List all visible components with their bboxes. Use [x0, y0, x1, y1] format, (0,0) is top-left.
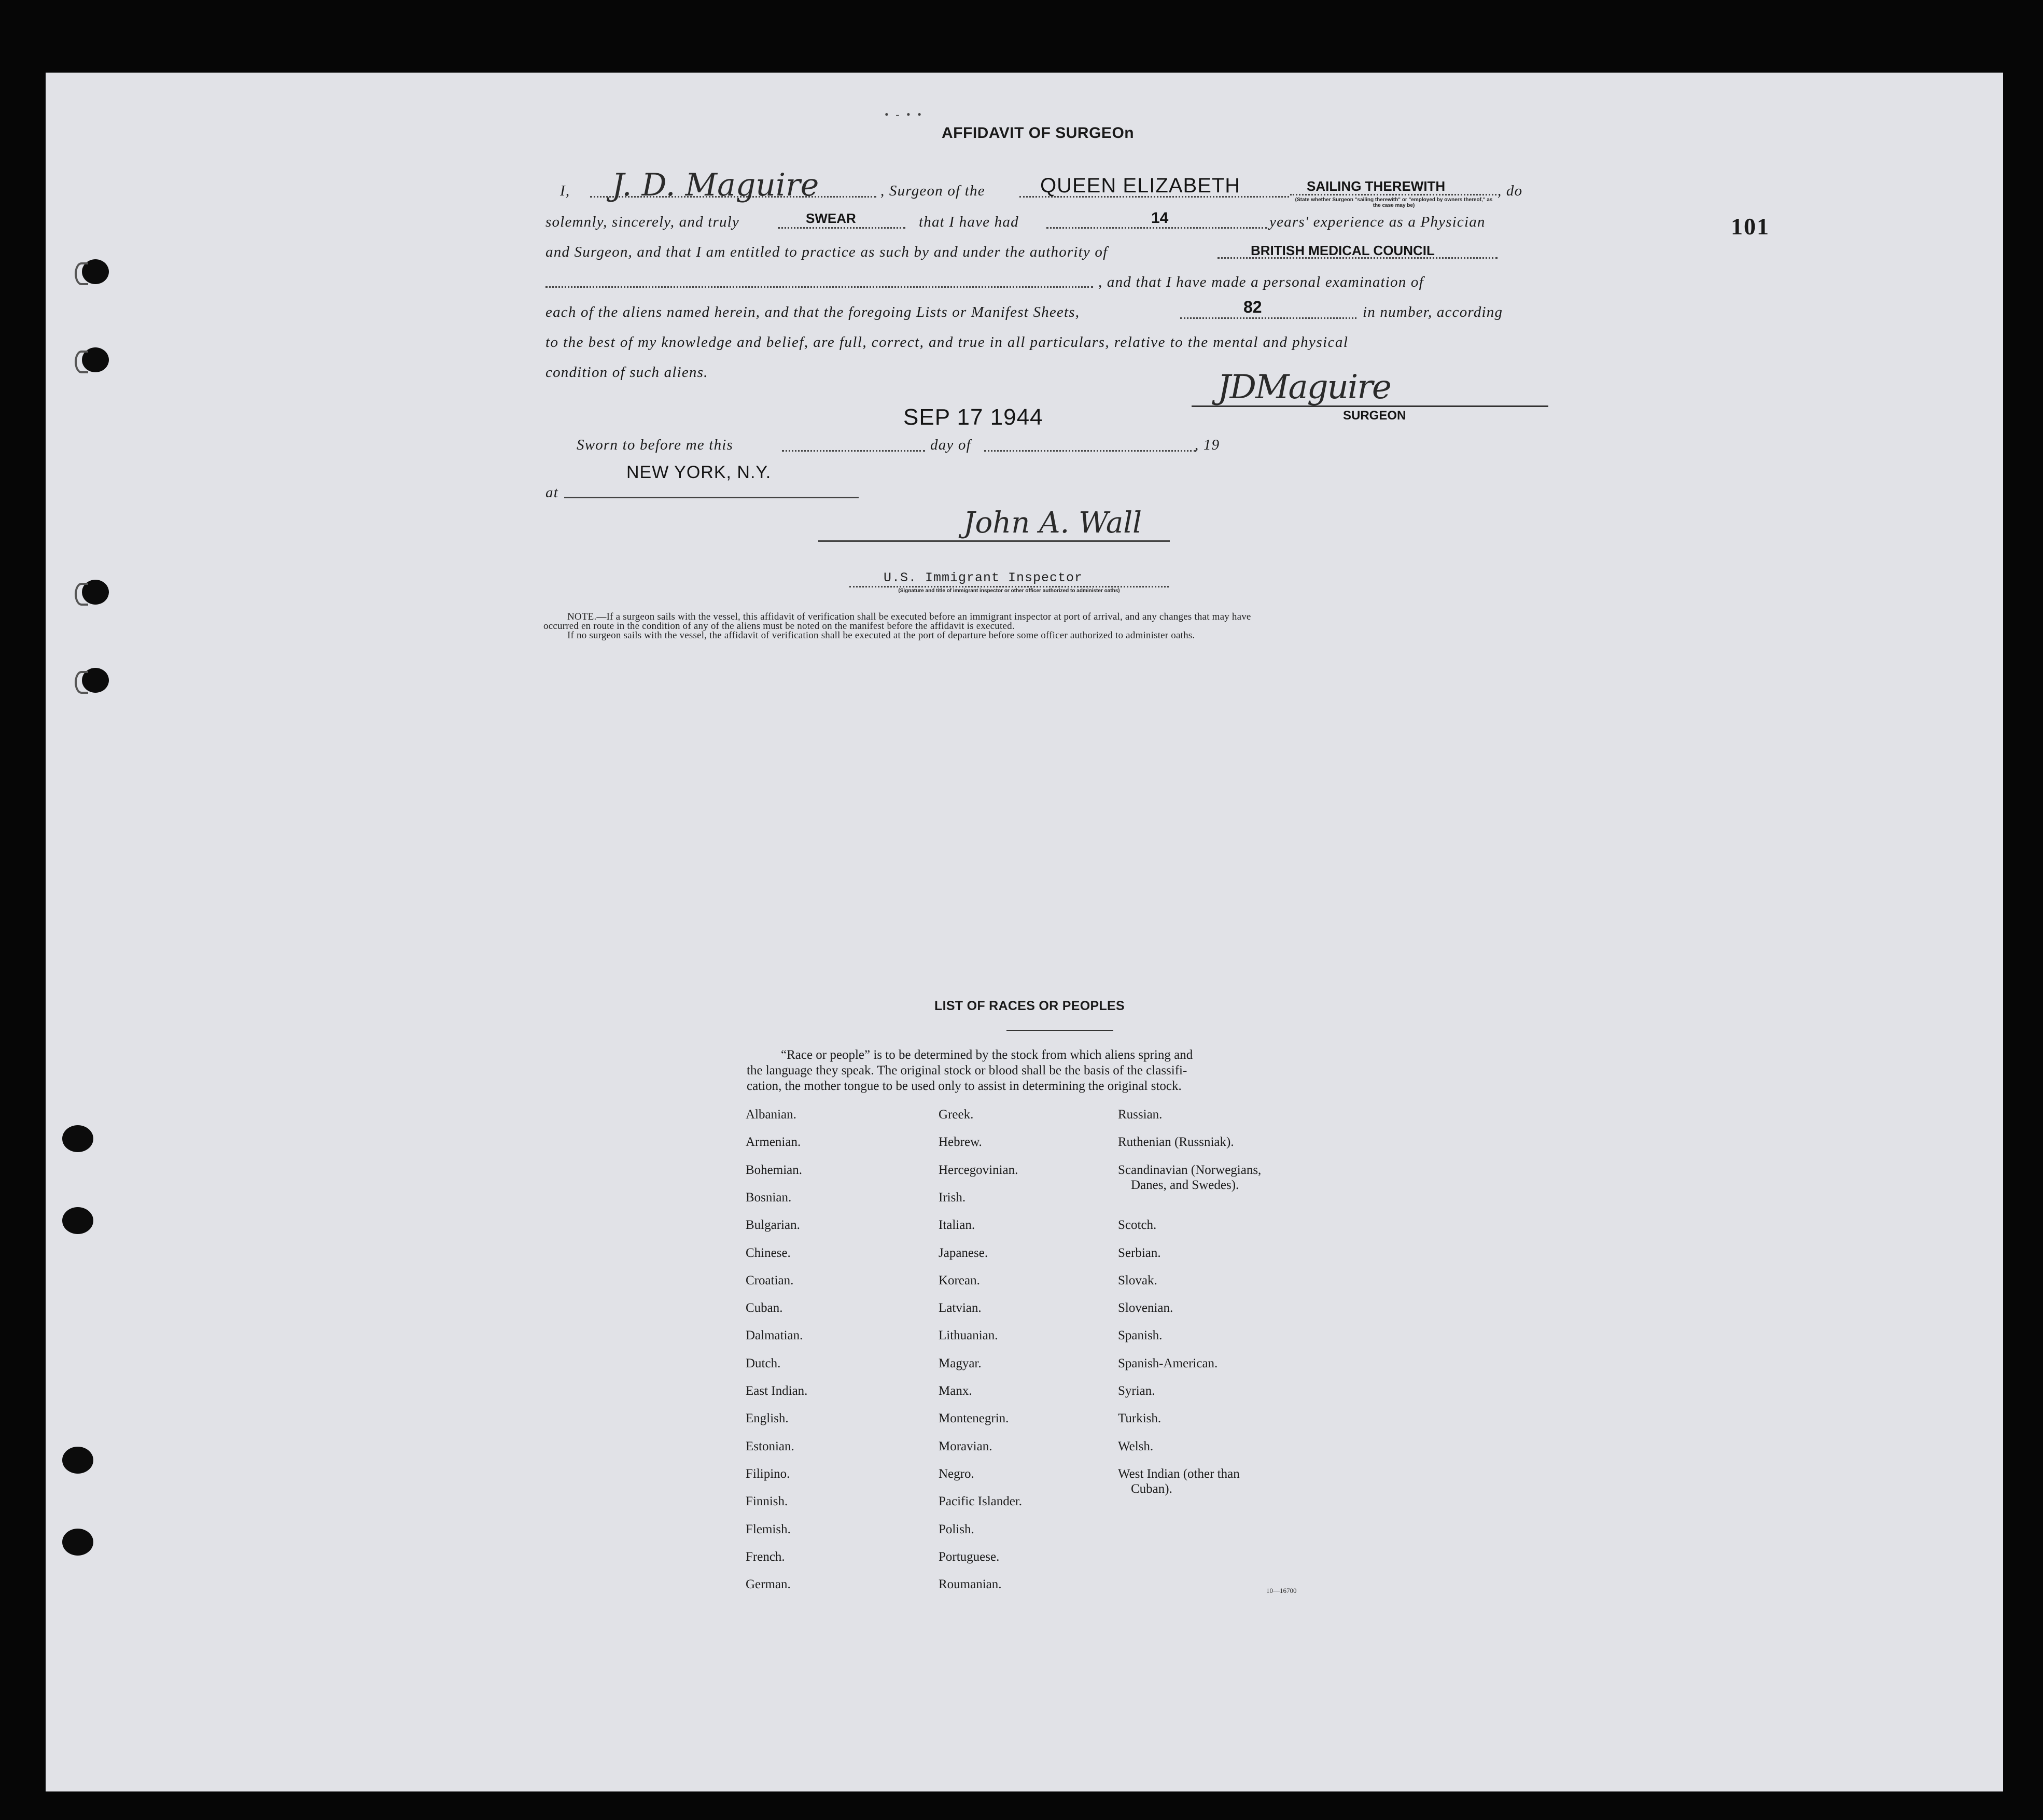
race-item: Japanese. — [939, 1245, 988, 1260]
race-item: Slovak. — [1118, 1273, 1157, 1287]
status-instruction: (State whether Surgeon "sailing therewith" or "employed by owners thereof," as the case may be) — [1295, 197, 1493, 208]
race-item: German. — [746, 1577, 791, 1592]
punch-hole — [62, 1207, 93, 1234]
race-item: Serbian. — [1118, 1245, 1161, 1260]
do-label: , do — [1498, 183, 1523, 199]
swear-blank — [778, 227, 905, 229]
note-line-3: If no surgeon sails with the vessel, the affidavit of verification shall be executed at the port of departure before some officer authorized to administer oaths. — [567, 630, 1195, 641]
examination-label: , and that I have made a personal examination of — [1098, 274, 1424, 290]
at-label: at — [545, 484, 558, 501]
date-stamp: SEP 17 1944 — [903, 404, 1043, 430]
inspector-title-blank — [849, 586, 1169, 587]
race-item: English. — [746, 1411, 789, 1426]
place-line — [564, 497, 859, 498]
intro-line: the language they speak. The original stock or blood shall be the basis of the classifi- — [747, 1063, 1187, 1077]
race-item: Negro. — [939, 1466, 974, 1481]
race-item: Syrian. — [1118, 1384, 1155, 1398]
race-item: Filipino. — [746, 1466, 790, 1481]
races-title: LIST OF RACES OR PEOPLES — [934, 999, 1125, 1013]
race-item: Spanish. — [1118, 1328, 1163, 1343]
form-number: 10—16700 — [1266, 1587, 1297, 1594]
race-item: Magyar. — [939, 1356, 982, 1370]
race-item: Lithuanian. — [939, 1328, 998, 1343]
authority-stamp: BRITISH MEDICAL COUNCIL — [1251, 243, 1435, 258]
race-item: West Indian (other than Cuban). — [1118, 1466, 1240, 1496]
race-item: Scandinavian (Norwegians, Danes, and Swedes). — [1118, 1163, 1262, 1192]
race-item: Flemish. — [746, 1522, 791, 1536]
race-item: Armenian. — [746, 1135, 801, 1150]
race-item: Latvian. — [939, 1301, 982, 1315]
race-item: French. — [746, 1549, 785, 1564]
status-stamp: SAILING THEREWITH — [1307, 178, 1446, 194]
condition-clause: condition of such aliens. — [545, 364, 708, 381]
inspector-caption: (Signature and title of immigrant inspector or other officer authorized to administer oaths) — [898, 588, 1120, 594]
race-item: Estonian. — [746, 1439, 794, 1453]
race-item: Russian. — [1118, 1108, 1163, 1122]
years-experience-label: years' experience as a Physician — [1269, 214, 1486, 230]
race-item: Pacific Islander. — [939, 1494, 1023, 1509]
surgeon-label: SURGEON — [1343, 409, 1406, 423]
title-rule — [1006, 1030, 1113, 1031]
race-item: Bohemian. — [746, 1163, 803, 1177]
swear-stamp: SWEAR — [806, 211, 856, 226]
race-item: Montenegrin. — [939, 1411, 1009, 1426]
race-item: Scotch. — [1118, 1218, 1157, 1233]
race-item: Welsh. — [1118, 1439, 1154, 1453]
races-intro — [747, 1047, 1193, 1094]
race-item: Albanian. — [746, 1108, 796, 1122]
month-blank — [984, 450, 1196, 452]
punch-hole — [62, 1125, 93, 1152]
affidavit-i: I, — [560, 183, 570, 199]
race-item: Cuban. — [746, 1301, 783, 1315]
race-item: Bosnian. — [746, 1190, 792, 1205]
race-item: Roumanian. — [939, 1577, 1002, 1592]
surgeon-of-label: , Surgeon of the — [880, 183, 985, 199]
place-stamp: NEW YORK, N.Y. — [626, 463, 772, 482]
stray-mark: • - • • — [885, 108, 923, 121]
years-blank — [1046, 227, 1267, 229]
knowledge-clause: to the best of my knowledge and belief, are full, correct, and true in all particulars, relative to the mental and physical — [545, 334, 1349, 351]
surgeon-signature: JDMaguire — [1218, 368, 1391, 407]
race-item: Dutch. — [746, 1356, 781, 1370]
race-item: Korean. — [939, 1273, 980, 1287]
inspector-signature: John A. Wall — [963, 506, 1142, 540]
race-item: Dalmatian. — [746, 1328, 803, 1343]
authority-blank-2 — [545, 286, 1093, 288]
surgeon-name-handwritten: J. D. Maguire — [612, 167, 819, 203]
punch-hole — [82, 668, 109, 693]
oath-phrase: solemnly, sincerely, and truly — [545, 214, 740, 230]
in-number-label: in number, according — [1363, 304, 1503, 320]
race-item: Finnish. — [746, 1494, 788, 1509]
race-item: Bulgarian. — [746, 1218, 800, 1233]
punch-hole — [82, 259, 109, 284]
punch-hole — [62, 1447, 93, 1474]
race-item: Hebrew. — [939, 1135, 982, 1150]
sheets-blank — [1180, 317, 1356, 319]
year-label: , 19 — [1195, 437, 1220, 453]
race-item: Croatian. — [746, 1273, 794, 1287]
inspector-title: U.S. Immigrant Inspector — [884, 570, 1083, 585]
race-item: Spanish-American. — [1118, 1356, 1218, 1370]
punch-hole — [62, 1529, 93, 1556]
race-item: Greek. — [939, 1108, 974, 1122]
race-item: Italian. — [939, 1218, 975, 1233]
race-item: Manx. — [939, 1384, 972, 1398]
race-item: Polish. — [939, 1522, 974, 1536]
race-item: Moravian. — [939, 1439, 992, 1453]
have-had-label: that I have had — [919, 214, 1019, 230]
punch-hole — [82, 347, 109, 372]
punch-hole — [82, 580, 109, 605]
manifest-page — [46, 73, 2003, 1791]
race-item: Irish. — [939, 1190, 966, 1205]
intro-line: “Race or people” is to be determined by the stock from which aliens spring and — [781, 1048, 1193, 1062]
race-item: Portuguese. — [939, 1549, 1000, 1564]
day-of-label: day of — [930, 437, 971, 453]
race-item: Chinese. — [746, 1245, 791, 1260]
sheets-value: 82 — [1243, 298, 1262, 316]
note-line-1: NOTE.—If a surgeon sails with the vessel, this affidavit of verification shall be executed before an immigrant inspector at port of arrival, and any changes that may have — [567, 611, 1251, 622]
ship-name: QUEEN ELIZABETH — [1040, 174, 1241, 197]
note-line-2: occurred en route in the condition of any of the aliens must be noted on the manifest before the affidavit is executed. — [543, 621, 1015, 632]
affidavit-title: AFFIDAVIT OF SURGEOn — [942, 124, 1135, 142]
page-number: 101 — [1731, 213, 1770, 240]
race-item: Turkish. — [1118, 1411, 1162, 1426]
race-item: Hercegovinian. — [939, 1163, 1018, 1177]
sworn-label: Sworn to before me this — [577, 437, 734, 453]
race-item: Ruthenian (Russniak). — [1118, 1135, 1234, 1150]
race-item: Slovenian. — [1118, 1301, 1173, 1315]
sworn-day-blank — [782, 450, 925, 452]
authority-label: and Surgeon, and that I am entitled to practice as such by and under the authority of — [545, 244, 1108, 260]
years-value: 14 — [1151, 209, 1169, 227]
intro-line: cation, the mother tongue to be used only to assist in determining the original stock. — [747, 1079, 1182, 1093]
manifest-sheets-label: each of the aliens named herein, and that the foregoing Lists or Manifest Sheets, — [545, 304, 1080, 320]
inspector-signature-line — [818, 540, 1170, 542]
race-item: East Indian. — [746, 1384, 808, 1398]
signature-line — [1192, 405, 1548, 407]
